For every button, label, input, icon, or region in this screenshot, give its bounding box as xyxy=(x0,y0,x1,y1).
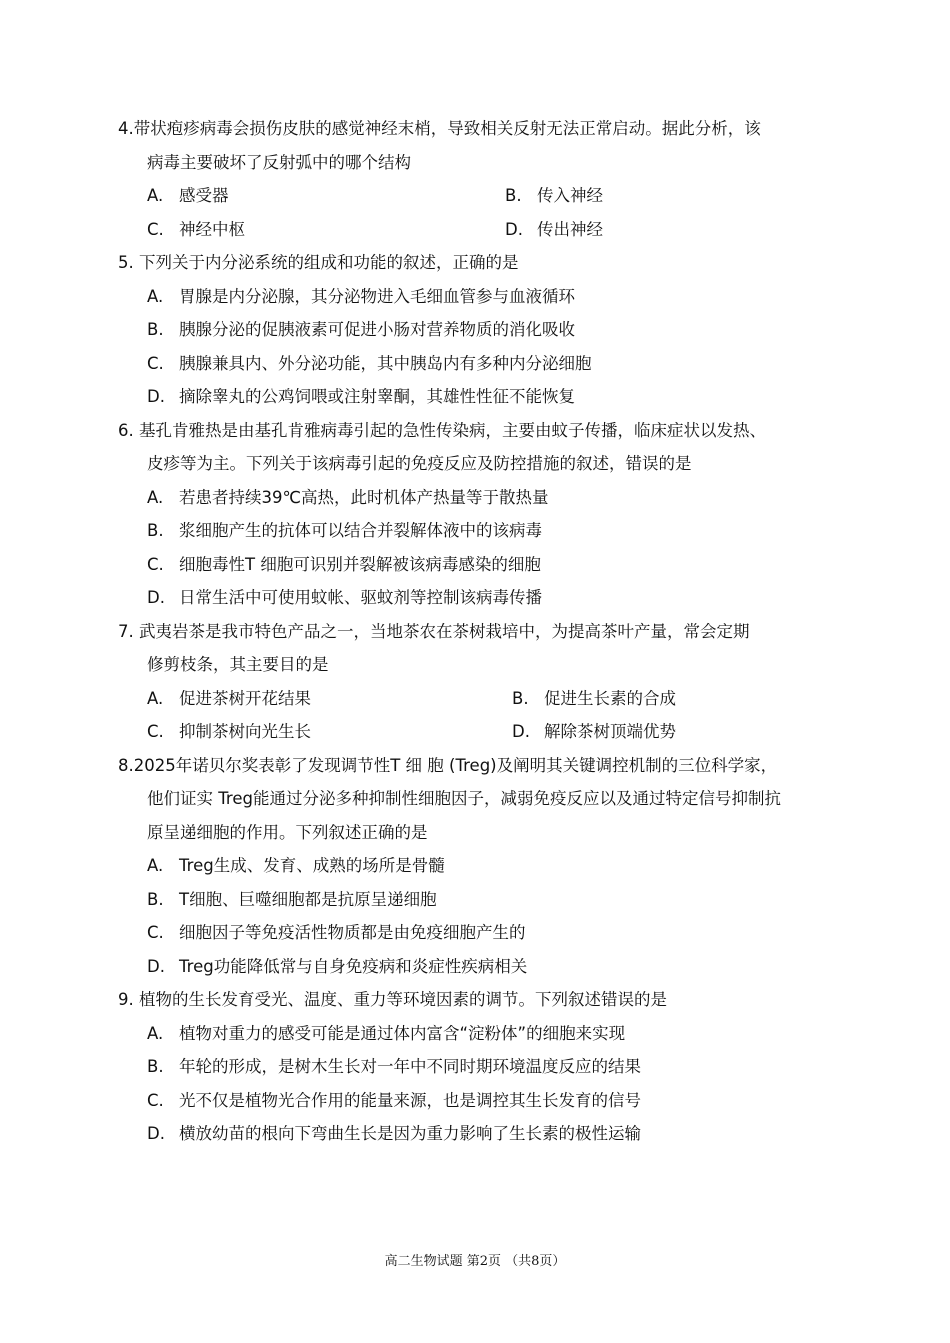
option-text: 感受器 xyxy=(179,186,229,205)
option-label: A. xyxy=(147,688,164,708)
option-label: A. xyxy=(147,186,164,205)
option-text: 细胞毒性T 细胞可识别并裂解被该病毒感染的细胞 xyxy=(179,554,541,574)
option-text: 神经中枢 xyxy=(179,219,245,239)
option-label: A. xyxy=(147,286,164,306)
option-text: 细胞因子等免疫活性物质都是由免疫细胞产生的 xyxy=(179,923,526,942)
option-text: 横放幼苗的根向下弯曲生长是因为重力影响了生长素的极性运输 xyxy=(179,1124,641,1143)
option-text: 传入神经 xyxy=(537,186,603,205)
option-a[interactable] xyxy=(118,481,878,515)
option-label: B. xyxy=(512,688,529,708)
option-d[interactable] xyxy=(118,581,878,615)
option-b[interactable] xyxy=(505,179,863,213)
question-stem: 6. 基孔肯雅热是由基孔肯雅病毒引起的急性传染病，主要由蚊子传播，临床症状以发热、 xyxy=(118,420,766,440)
option-b[interactable] xyxy=(118,883,878,917)
option-text: 光不仅是植物光合作用的能量来源，也是调控其生长发育的信号 xyxy=(179,1090,641,1110)
option-c[interactable] xyxy=(118,548,878,582)
question-6 xyxy=(118,414,878,615)
question-stem: 7. 武夷岩茶是我市特色产品之一，当地茶农在茶树栽培中，为提高茶叶产量，常会定期 xyxy=(118,621,750,641)
option-text: 传出神经 xyxy=(537,219,603,239)
option-text: 植物对重力的感受可能是通过体内富含“淀粉体”的细胞来实现 xyxy=(179,1023,626,1043)
option-text: 抑制茶树向光生长 xyxy=(179,722,311,741)
question-8 xyxy=(118,749,878,984)
option-text: 胃腺是内分泌腺，其分泌物进入毛细血管参与血液循环 xyxy=(179,286,575,306)
option-text: 日常生活中可使用蚊帐、驱蚊剂等控制该病毒传播 xyxy=(179,588,542,607)
question-7 xyxy=(118,615,878,749)
option-label: B. xyxy=(147,889,164,909)
option-label: D. xyxy=(505,219,523,239)
question-stem: 皮疹等为主。下列关于该病毒引起的免疫反应及防控措施的叙述，错误的是 xyxy=(147,454,692,473)
question-stem: 他们证实 Treg能通过分泌多种抑制性细胞因子，减弱免疫反应以及通过特定信号抑制抗 xyxy=(147,789,781,808)
exam-page xyxy=(118,112,878,1151)
question-4 xyxy=(118,112,878,246)
option-label: C. xyxy=(147,1090,164,1110)
option-label: C. xyxy=(147,722,164,741)
page-footer: 高二生物试题 第2页 （共8页） xyxy=(384,1254,566,1269)
question-stem: 修剪枝条，其主要目的是 xyxy=(147,655,329,674)
option-d[interactable] xyxy=(512,715,877,749)
option-text: 浆细胞产生的抗体可以结合并裂解体液中的该病毒 xyxy=(179,521,542,540)
option-text: 胰腺分泌的促胰液素可促进小肠对营养物质的消化吸收 xyxy=(179,320,575,339)
option-a[interactable] xyxy=(147,682,512,716)
option-b[interactable] xyxy=(118,1050,878,1084)
option-label: B. xyxy=(147,320,164,339)
option-c[interactable] xyxy=(118,1084,878,1118)
option-label: D. xyxy=(147,956,165,976)
option-label: C. xyxy=(147,219,164,239)
option-b[interactable] xyxy=(118,514,878,548)
option-label: A. xyxy=(147,856,164,875)
option-d[interactable] xyxy=(118,950,878,984)
option-b[interactable] xyxy=(118,313,878,347)
option-label: B. xyxy=(147,1057,164,1076)
question-stem: 8.2025年诺贝尔奖表彰了发现调节性T 细 胞 (Treg)及阐明其关键调控机制的三位科学家， xyxy=(118,755,778,775)
option-a[interactable] xyxy=(147,179,505,213)
option-c[interactable] xyxy=(147,715,512,749)
question-stem: 原呈递细胞的作用。下列叙述正确的是 xyxy=(147,822,428,842)
option-label: D. xyxy=(147,387,165,406)
option-a[interactable] xyxy=(118,1017,878,1051)
question-stem: 病毒主要破坏了反射弧中的哪个结构 xyxy=(147,152,411,172)
option-a[interactable] xyxy=(118,849,878,883)
option-label: C. xyxy=(147,554,164,574)
option-text: 年轮的形成，是树木生长对一年中不同时期环境温度反应的结果 xyxy=(179,1057,641,1076)
option-label: C. xyxy=(147,353,164,373)
option-label: D. xyxy=(512,722,530,741)
option-text: 促进生长素的合成 xyxy=(544,688,676,708)
question-stem: 5. 下列关于内分泌系统的组成和功能的叙述，正确的是 xyxy=(118,253,519,272)
option-c[interactable] xyxy=(118,916,878,950)
option-a[interactable] xyxy=(118,280,878,314)
option-label: A. xyxy=(147,1023,164,1043)
option-label: D. xyxy=(147,588,165,607)
option-text: 促进茶树开花结果 xyxy=(179,688,311,708)
question-stem: 9. 植物的生长发育受光、温度、重力等环境因素的调节。下列叙述错误的是 xyxy=(118,990,667,1009)
option-text: T细胞、巨噬细胞都是抗原呈递细胞 xyxy=(179,889,437,909)
option-text: 若患者持续39℃高热，此时机体产热量等于散热量 xyxy=(179,487,549,507)
option-label: D. xyxy=(147,1124,165,1143)
question-stem: 4.带状疱疹病毒会损伤皮肤的感觉神经末梢，导致相关反射无法正常启动。据此分析，该 xyxy=(118,119,761,138)
question-9 xyxy=(118,983,878,1151)
option-label: C. xyxy=(147,923,164,942)
option-b[interactable] xyxy=(512,682,877,716)
option-c[interactable] xyxy=(147,213,505,247)
option-text: 解除茶树顶端优势 xyxy=(544,722,676,741)
option-d[interactable] xyxy=(118,1117,878,1151)
option-text: 胰腺兼具内、外分泌功能，其中胰岛内有多种内分泌细胞 xyxy=(179,353,592,373)
option-d[interactable] xyxy=(118,380,878,414)
option-label: A. xyxy=(147,487,164,507)
option-label: B. xyxy=(147,521,164,540)
option-c[interactable] xyxy=(118,347,878,381)
option-text: Treg功能降低常与自身免疫病和炎症性疾病相关 xyxy=(179,956,528,976)
question-5 xyxy=(118,246,878,414)
option-text: Treg生成、发育、成熟的场所是骨髓 xyxy=(179,856,445,875)
option-label: B. xyxy=(505,186,522,205)
option-text: 摘除睾丸的公鸡饲喂或注射睾酮，其雄性性征不能恢复 xyxy=(179,387,575,406)
option-d[interactable] xyxy=(505,213,863,247)
